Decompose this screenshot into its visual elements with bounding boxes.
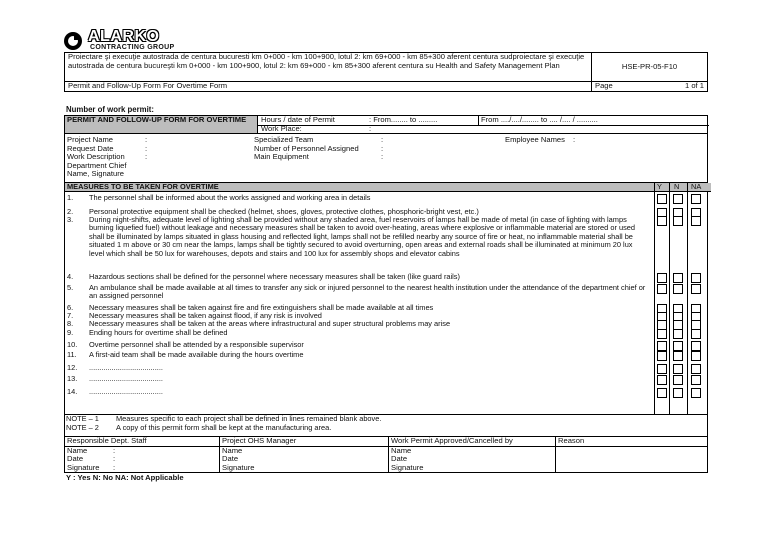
- work-permit-number-label: Number of work permit:: [66, 105, 154, 114]
- checkbox-yes[interactable]: [657, 329, 667, 339]
- logo-subtitle: CONTRACTING GROUP: [90, 44, 175, 51]
- checkbox-no[interactable]: [673, 351, 683, 361]
- measure-text: Hazardous sections shall be defined for the personnel where necessary measures shall be taken (like guard rails): [89, 272, 460, 281]
- document-header: [64, 52, 708, 92]
- measure-text: An ambulance shall be made available at all times to transfer any sick or injured personnel to the nearest health institution under the attendance of the department chief or an assigned personnel: [89, 283, 646, 301]
- approved-by-head: Work Permit Approved/Cancelled by: [389, 437, 556, 447]
- hours-label: Hours / date of Permit: [261, 115, 335, 124]
- checkbox-no[interactable]: [673, 284, 683, 294]
- personnel-assigned-label: Number of Personnel Assigned: [254, 143, 359, 153]
- measure-number: 10.: [67, 340, 78, 349]
- measure-row: [65, 375, 707, 383]
- measure-row: [65, 364, 707, 372]
- page-label: Page: [595, 81, 613, 90]
- note-2: NOTE – 2 A copy of this permit form shall be kept at the manufacturing area.: [66, 422, 332, 432]
- measure-row: [65, 351, 707, 359]
- project-description: Proiectare şi execuţie autostrada de centura bucuresti km 0+000 - km 100+900, lotul 2: km 69+000 - km 85+300 aferent centura sudproiectare şi execuţie autostrada de centura bucureşti km 0+000 - km 100+900, lotul 2: km 69+000 - km 85+300 aferent centura su Health and Safety Management Plan: [65, 53, 592, 82]
- measure-text: Necessary measures shall be taken at the areas where infrastructural and super structural problems may arise: [89, 319, 451, 328]
- employee-names-text: Employee Names: [505, 135, 565, 144]
- measures-table: [64, 182, 708, 415]
- measure-row: [65, 388, 707, 396]
- checkbox-na[interactable]: [691, 364, 701, 374]
- measure-number: 12.: [67, 363, 78, 372]
- document-code: HSE-PR-05-F10: [592, 53, 708, 82]
- measure-row: [65, 320, 707, 328]
- measure-text: ....................................: [89, 387, 163, 396]
- reason-head: Reason: [556, 437, 708, 447]
- checkbox-no[interactable]: [673, 194, 683, 204]
- request-date-label: Request Date: [67, 143, 114, 153]
- department-chief-label: Department Chief: [67, 160, 127, 170]
- responsible-staff-head: Responsible Dept. Staff: [65, 437, 220, 447]
- hours-value: : From........ to .........: [369, 115, 438, 124]
- measure-number: 5.: [67, 283, 74, 292]
- checkbox-yes[interactable]: [657, 341, 667, 351]
- reason-field: [556, 446, 708, 472]
- checkbox-no[interactable]: [673, 216, 683, 226]
- logo-brand: ALARKO: [88, 28, 160, 45]
- checkbox-yes[interactable]: [657, 375, 667, 385]
- permit-box: [64, 115, 708, 134]
- measure-number: 3.: [67, 215, 74, 224]
- measure-row: [65, 194, 707, 202]
- checkbox-yes[interactable]: [657, 216, 667, 226]
- col-yes: Y: [657, 182, 662, 191]
- ohs-fields: Name Date Signature: [220, 446, 389, 472]
- employee-names-label: Employee Names :: [505, 135, 576, 144]
- checkbox-no[interactable]: [673, 273, 683, 283]
- checkbox-na[interactable]: [691, 284, 701, 294]
- name-signature-label: Name, Signature: [67, 169, 124, 179]
- note-1: NOTE – 1 Measures specific to each project shall be defined in lines remained blank above.: [66, 414, 382, 423]
- date-range-value: From ..../..../........ to .... /.... / ..........: [481, 115, 598, 124]
- work-place-label: Work Place:: [261, 124, 302, 133]
- project-name-label: Project Name: [67, 135, 114, 144]
- col-na: NA: [691, 182, 702, 191]
- specialized-team-label: Specialized Team: [254, 135, 314, 144]
- checkbox-yes[interactable]: [657, 273, 667, 283]
- measure-text: Ending hours for overtime shall be defined: [89, 328, 228, 337]
- staff-fields: Name : Date : Signature :: [65, 446, 220, 472]
- measure-text: A first-aid team shall be made available during the hours overtime: [89, 350, 304, 359]
- checkbox-yes[interactable]: [657, 284, 667, 294]
- mid-info-labels: [254, 136, 359, 162]
- checkbox-no[interactable]: [673, 375, 683, 385]
- measure-text: Overtime personnel shall be attended by a responsible supervisor: [89, 340, 304, 349]
- signature-table: [64, 436, 708, 473]
- ohs-manager-head: Project OHS Manager: [220, 437, 389, 447]
- checkbox-yes[interactable]: [657, 364, 667, 374]
- checkbox-yes[interactable]: [657, 388, 667, 398]
- measure-row: [65, 284, 707, 302]
- checkbox-na[interactable]: [691, 194, 701, 204]
- permit-info-block: Project Name Request Date Work Description Department Chief Name, Signature : : : Specialized Team Number of Personnel Assigned Main Equipment : : : Employee Names :: [64, 134, 708, 182]
- left-info-labels: [67, 136, 127, 179]
- checkbox-na[interactable]: [691, 351, 701, 361]
- checkbox-na[interactable]: [691, 216, 701, 226]
- measure-row: [65, 273, 707, 281]
- checkbox-na[interactable]: [691, 329, 701, 339]
- checkbox-yes[interactable]: [657, 351, 667, 361]
- checkbox-na[interactable]: [691, 273, 701, 283]
- company-logo: [64, 30, 204, 52]
- measure-row: [65, 216, 707, 272]
- checkbox-no[interactable]: [673, 341, 683, 351]
- checkbox-na[interactable]: [691, 341, 701, 351]
- measure-row: [65, 341, 707, 349]
- measure-text: Necessary measures shall be taken against flood, if any risk is involved: [89, 311, 322, 320]
- measure-number: 4.: [67, 272, 74, 281]
- measure-text: ....................................: [89, 374, 163, 383]
- measure-number: 14.: [67, 387, 78, 396]
- permit-form-title: PERMIT AND FOLLOW-UP FORM FOR OVERTIME: [65, 116, 258, 133]
- measure-number: 8.: [67, 319, 74, 328]
- page-value: 1 of 1: [685, 81, 704, 90]
- checkbox-yes[interactable]: [657, 194, 667, 204]
- measure-text: Personal protective equipment shall be checked (helmet, shoes, gloves, protective clothes, phosphoric-bright vest, etc.): [89, 207, 479, 216]
- measure-number: 13.: [67, 374, 78, 383]
- measure-row: [65, 329, 707, 337]
- measure-text: During night-shifts, adequate level of lighting shall be provided without any shaded area, fuel reservoirs of lamps hall be made of metal (in case of lighting with lamps burning liquefied fuel) without leakage and necessary measures shall be taken to avoid over-heating, areas where explosive or inflammable material are stored or used shall be illuminated by lamps situated in glass housing and reflected light, lamps shall not be refilled nearby any source of fire or heat, no inflammable material shall be situated 1 m above or 30 cm near the lamps, lamps shall be tightly secured to avoid overturning, open areas and external roads shall be illuminated at minimum 20 lux level which shall be 50 lux for warehouses, depots and stairs and 100 lux for assembly shops and elevator cabins: [89, 215, 635, 258]
- measure-number: 2.: [67, 207, 74, 216]
- measure-number: 9.: [67, 328, 74, 337]
- checkbox-no[interactable]: [673, 388, 683, 398]
- form-title: Permit and Follow-Up Form For Overtime Form: [65, 82, 592, 92]
- measure-text: The personnel shall be informed about the works assigned and working area in details: [89, 193, 371, 202]
- logo-emblem-icon: [64, 32, 82, 50]
- checkbox-no[interactable]: [673, 329, 683, 339]
- measure-number: 11.: [67, 350, 77, 359]
- measure-text: Necessary measures shall be taken against fire and fire extinguishers shall be made available at all times: [89, 303, 434, 312]
- measure-text: ....................................: [89, 363, 163, 372]
- col-no: N: [674, 182, 680, 191]
- work-description-label: Work Description: [67, 152, 125, 162]
- measure-number: 1.: [67, 193, 74, 202]
- checkbox-no[interactable]: [673, 364, 683, 374]
- measure-number: 7.: [67, 311, 74, 320]
- legend: Y : Yes N: No NA: Not Applicable: [66, 473, 184, 482]
- measure-number: 6.: [67, 303, 74, 312]
- work-place-colon: :: [369, 124, 372, 133]
- approver-fields: Name Date Signature: [389, 446, 556, 472]
- measures-title: MEASURES TO BE TAKEN FOR OVERTIME: [65, 183, 711, 192]
- page-indicator: [592, 82, 708, 92]
- main-equipment-label: Main Equipment: [254, 152, 309, 162]
- checkbox-na[interactable]: [691, 375, 701, 385]
- notes-block: [64, 415, 708, 436]
- checkbox-na[interactable]: [691, 388, 701, 398]
